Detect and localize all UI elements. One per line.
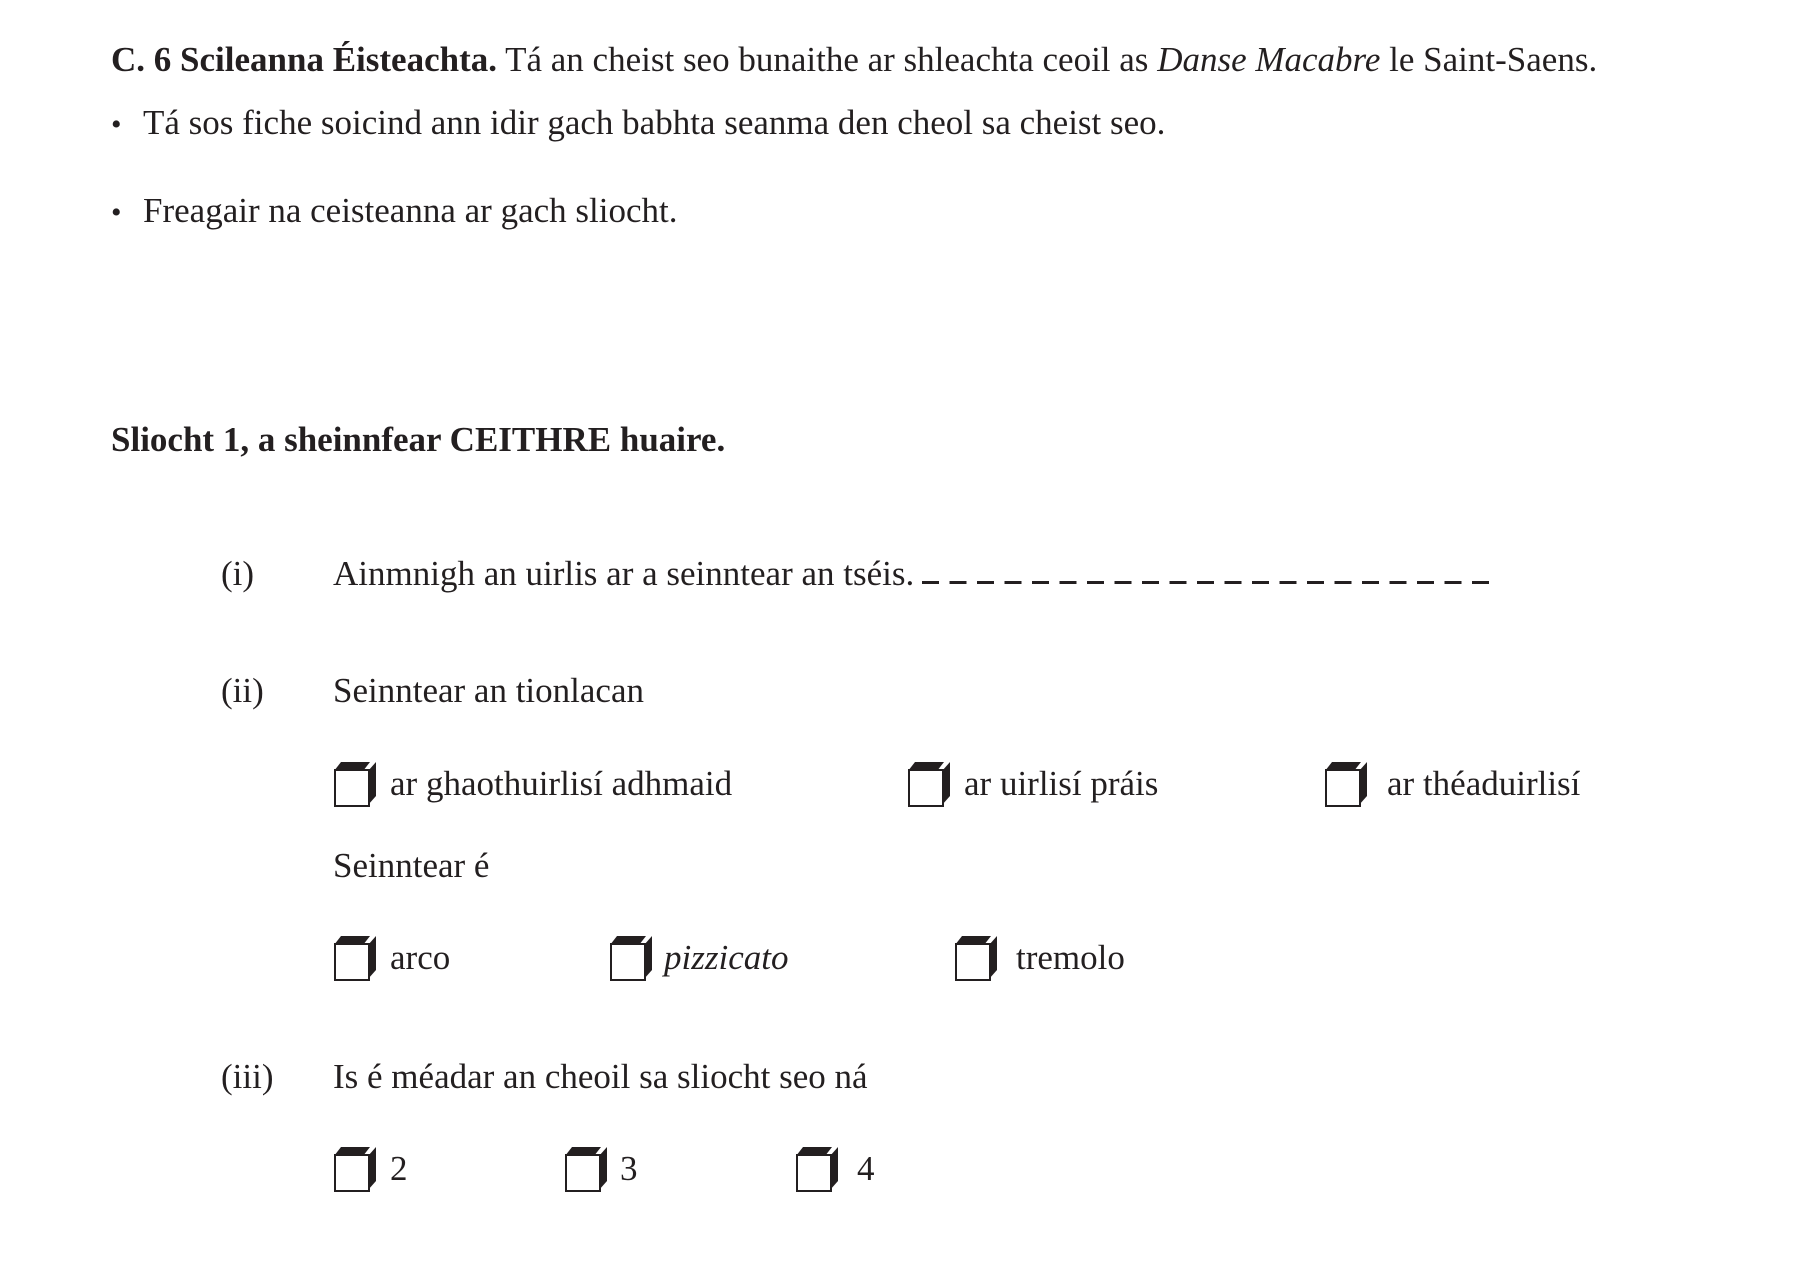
- option-label: 3: [620, 1149, 638, 1188]
- checkbox-arco[interactable]: [334, 936, 376, 982]
- option-label: 2: [390, 1149, 408, 1188]
- bullet-text: Freagair na ceisteanna ar gach sliocht.: [143, 191, 678, 230]
- excerpt-heading: Sliocht 1, a sheinnfear CEITHRE huaire.: [111, 420, 726, 459]
- intro-text-1: Tá an cheist seo bunaithe ar shleachta ceoil as: [496, 40, 1158, 79]
- bullet-text: Tá sos fiche soicind ann idir gach babhta seanma den cheol sa cheist seo.: [143, 103, 1166, 142]
- option-label: ar ghaothuirlisí adhmaid: [390, 764, 733, 803]
- checkbox-face: [334, 943, 370, 981]
- part-ii-label: (ii): [221, 671, 264, 710]
- question-number: C. 6 Scileanna Éisteachta.: [111, 40, 497, 79]
- option-label: tremolo: [1016, 938, 1125, 977]
- checkbox-strings[interactable]: [1325, 762, 1367, 808]
- option-label: ar uirlisí práis: [964, 764, 1159, 803]
- checkbox-face: [796, 1154, 832, 1192]
- part-ii-subprompt: Seinntear é: [333, 846, 490, 885]
- intro-text-2: le Saint-Saens.: [1380, 40, 1598, 79]
- checkbox-face: [334, 769, 370, 807]
- checkbox-face: [955, 943, 991, 981]
- checkbox-face: [334, 1154, 370, 1192]
- part-i-text: Ainmnigh an uirlis ar a seinntear an tséis.: [333, 554, 915, 593]
- checkbox-tremolo[interactable]: [955, 936, 997, 982]
- option-label: arco: [390, 938, 451, 977]
- part-iii-label: (iii): [221, 1057, 274, 1096]
- checkbox-face: [908, 769, 944, 807]
- checkbox-pizzicato[interactable]: [610, 936, 652, 982]
- option-label: 4: [857, 1149, 875, 1188]
- bullet-item: [111, 103, 1166, 145]
- answer-line[interactable]: [922, 581, 1494, 584]
- checkbox-meter-4[interactable]: [796, 1147, 838, 1193]
- work-title: Danse Macabre: [1157, 40, 1381, 79]
- checkbox-meter-3[interactable]: [565, 1147, 607, 1193]
- part-i-label: (i): [221, 554, 255, 593]
- part-i-question: [333, 554, 1494, 594]
- bullet-item: [111, 191, 678, 233]
- option-label: pizzicato: [664, 938, 789, 977]
- checkbox-face: [1325, 769, 1361, 807]
- question-intro: [111, 40, 1597, 80]
- bullet-icon: •: [111, 196, 122, 229]
- part-ii-text: Seinntear an tionlacan: [333, 671, 644, 710]
- checkbox-face: [610, 943, 646, 981]
- part-iii-text: Is é méadar an cheoil sa sliocht seo ná: [333, 1057, 868, 1096]
- bullet-icon: •: [111, 108, 122, 141]
- checkbox-face: [565, 1154, 601, 1192]
- checkbox-brass[interactable]: [908, 762, 950, 808]
- checkbox-woodwind[interactable]: [334, 762, 376, 808]
- option-label: ar théaduirlisí: [1387, 764, 1581, 803]
- checkbox-meter-2[interactable]: [334, 1147, 376, 1193]
